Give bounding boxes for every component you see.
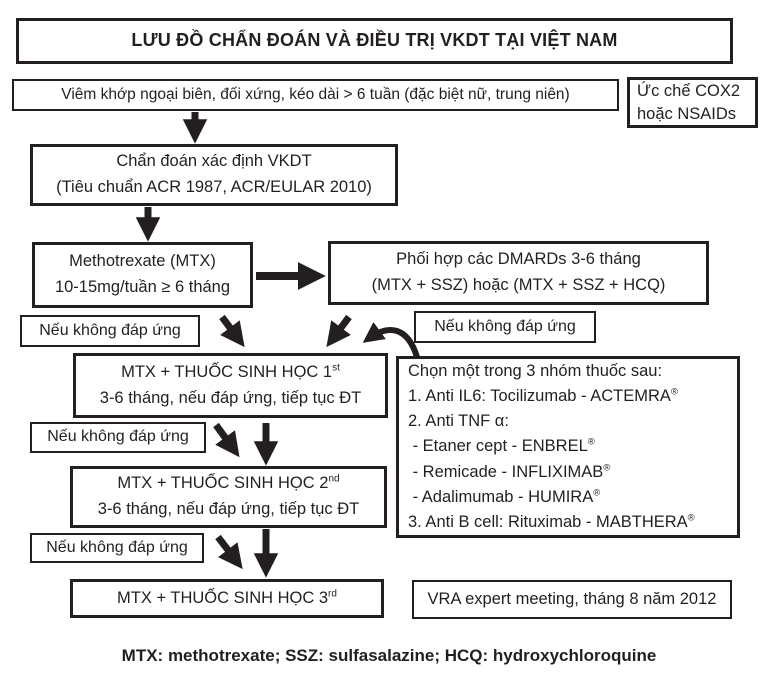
dmards-line1: Phối hợp các DMARDs 3-6 tháng bbox=[396, 250, 641, 269]
registered-mark-icon: ® bbox=[603, 462, 611, 474]
biologic2-line1: MTX + THUỐC SINH HỌC 2nd bbox=[117, 473, 340, 493]
no-response-label-2 bbox=[30, 422, 206, 453]
page-title-text: LƯU ĐỒ CHẨN ĐOÁN VÀ ĐIỀU TRỊ VKDT TẠI VIỆT NAM bbox=[131, 30, 618, 51]
ordinal-sup: rd bbox=[328, 588, 337, 600]
diagonal-arrow-icon bbox=[331, 317, 349, 341]
vra-meeting-text: VRA expert meeting, tháng 8 năm 2012 bbox=[427, 589, 717, 608]
diagnosis-box bbox=[30, 144, 398, 206]
registered-mark-icon: ® bbox=[687, 512, 695, 524]
dmards-box bbox=[328, 241, 709, 305]
diagonal-arrow-icon bbox=[216, 425, 235, 451]
page-title bbox=[16, 18, 733, 64]
abbreviation-footer: MTX: methotrexate; SSZ: sulfasalazine; HCQ: hydroxychloroquine bbox=[121, 646, 657, 665]
dmards-line2: (MTX + SSZ) hoặc (MTX + SSZ + HCQ) bbox=[371, 276, 666, 294]
mtx-box bbox=[32, 242, 253, 308]
registered-mark-icon: ® bbox=[587, 436, 595, 448]
drug-option-tnf: 2. Anti TNF α: bbox=[408, 412, 509, 431]
drug-option-infliximab: - Remicade - INFLIXIMAB® bbox=[408, 462, 611, 481]
registered-mark-icon: ® bbox=[670, 386, 678, 398]
drug-option-il6: 1. Anti IL6: Tocilizumab - ACTEMRA® bbox=[408, 386, 678, 405]
diagonal-arrow-icon bbox=[218, 537, 238, 563]
no-response-text: Nếu không đáp ứng bbox=[39, 321, 181, 339]
no-response-label-3 bbox=[30, 533, 204, 563]
biologic2-box bbox=[70, 466, 387, 528]
ordinal-sup: st bbox=[332, 362, 340, 374]
registered-mark-icon: ® bbox=[593, 487, 601, 499]
drug-options-box bbox=[396, 356, 740, 538]
ordinal-sup: nd bbox=[328, 473, 340, 485]
biologic1-line1: MTX + THUỐC SINH HỌC 1st bbox=[121, 362, 340, 381]
diagonal-arrow-icon bbox=[222, 317, 240, 341]
vra-meeting-box bbox=[412, 580, 732, 619]
diagnosis-line2: (Tiêu chuẩn ACR 1987, ACR/EULAR 2010) bbox=[56, 178, 372, 196]
no-response-text: Nếu không đáp ứng bbox=[46, 538, 188, 556]
no-response-label-1 bbox=[20, 315, 200, 347]
biologic2-line2: 3-6 tháng, nếu đáp ứng, tiếp tục ĐT bbox=[97, 500, 360, 518]
diagnosis-line1: Chẩn đoán xác định VKDT bbox=[116, 152, 312, 171]
biologic1-box bbox=[73, 353, 388, 418]
biologic3-box bbox=[70, 579, 384, 618]
drug-option-bcell: 3. Anti B cell: Rituximab - MABTHERA® bbox=[408, 512, 695, 532]
mtx-line1: Methotrexate (MTX) bbox=[69, 252, 216, 271]
biologic1-line2: 3-6 tháng, nếu đáp ứng, tiếp tục ĐT bbox=[99, 388, 362, 407]
biologic3-line1: MTX + THUỐC SINH HỌC 3rd bbox=[117, 588, 337, 607]
no-response-text: Nếu không đáp ứng bbox=[47, 428, 189, 446]
no-response-label-right bbox=[414, 311, 596, 343]
mtx-line2: 10-15mg/tuần ≥ 6 tháng bbox=[54, 278, 231, 296]
drug-options-header: Chọn một trong 3 nhóm thuốc sau: bbox=[408, 361, 663, 380]
drug-option-enbrel: - Etaner cept - ENBREL® bbox=[408, 436, 595, 456]
cox2-line2: hoặc NSAIDs bbox=[637, 104, 737, 123]
drug-option-humira: - Adalimumab - HUMIRA® bbox=[408, 487, 601, 506]
no-response-text: Nếu không đáp ứng bbox=[434, 317, 576, 335]
cox2-box bbox=[627, 77, 758, 128]
criteria-text: Viêm khớp ngoại biên, đối xứng, kéo dài > 6 tuần (đặc biệt nữ, trung niên) bbox=[61, 85, 570, 103]
criteria-box bbox=[12, 79, 619, 111]
cox2-line1: Ức chế COX2 bbox=[637, 82, 741, 101]
